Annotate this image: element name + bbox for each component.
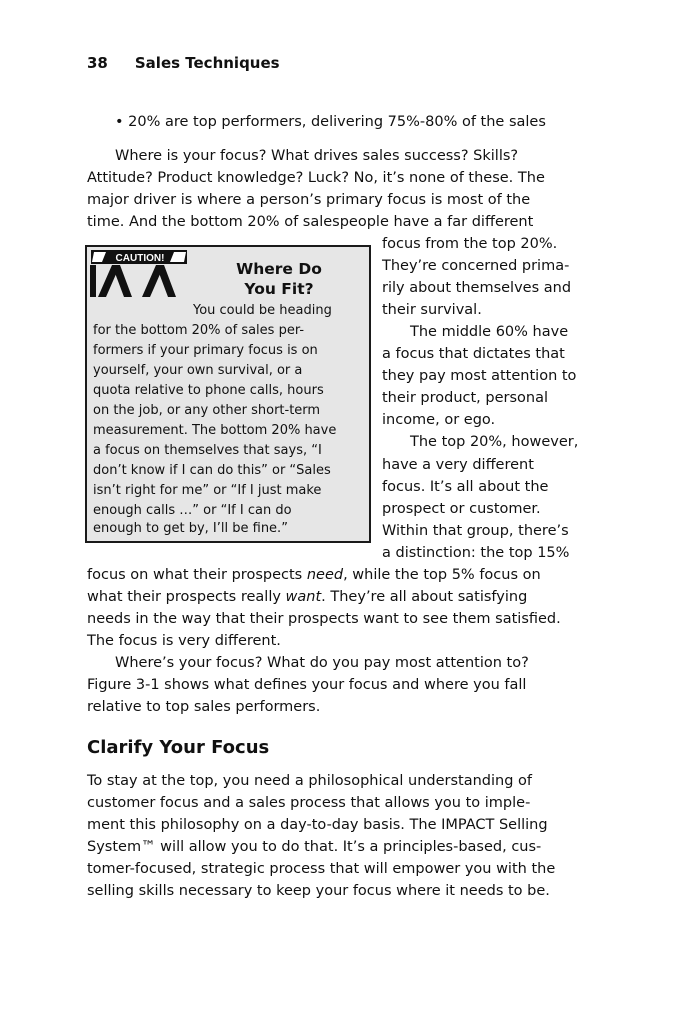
caution-text-line: isn’t right for me” or “If I just make (93, 483, 322, 498)
text-line (87, 564, 541, 586)
text-line (87, 586, 527, 608)
chapter-title: Sales Techniques (134, 54, 280, 72)
text-line: needs in the way that their prospects want to see them satisfied. (87, 611, 561, 627)
text-line: Figure 3-1 shows what defines your focus and where you fall (87, 677, 527, 693)
text-line: Where’s your focus? What do you pay most attention to? (115, 655, 529, 671)
text-line: Where is your focus? What drives sales success? Skills? (115, 148, 519, 164)
caution-text-line: measurement. The bottom 20% have (93, 423, 337, 438)
text-line: focus. It’s all about the (382, 479, 549, 495)
emphasis-want: want (285, 589, 322, 605)
emphasis-need: need (306, 567, 344, 583)
text-span: . They’re all about satisfying (321, 589, 528, 605)
caution-text-line: a focus on themselves that says, “I (93, 443, 322, 458)
text-line: tomer-focused, strategic process that will empower you with the (87, 861, 556, 877)
text-span: what their prospects really (87, 589, 286, 605)
caution-sidebar (85, 245, 371, 543)
text-span: , while the top 5% focus on (343, 567, 541, 583)
text-line: rily about themselves and (382, 280, 572, 296)
caution-text-line: don’t know if I can do this” or “Sales (93, 463, 331, 478)
caution-text-line: quota relative to phone calls, hours (93, 383, 324, 398)
caution-text-line: for the bottom 20% of sales per- (93, 323, 305, 338)
text-line: income, or ego. (382, 412, 496, 428)
text-line: have a very different (382, 457, 534, 473)
caution-icon (90, 249, 190, 299)
caution-text-line: enough calls …” or “If I can do (93, 503, 292, 518)
caution-badge-label: CAUTION! (115, 253, 165, 264)
text-line: a distinction: the top 15% (382, 545, 570, 561)
text-line: major driver is where a person’s primary focus is most of the (87, 192, 531, 208)
caution-text-line: on the job, or any other short-term (93, 403, 321, 418)
text-line: The middle 60% have (410, 324, 569, 340)
text-line: prospect or customer. (382, 501, 541, 517)
caution-text-line: You could be heading (193, 303, 332, 318)
caution-title-line: You Fit? (244, 280, 314, 298)
text-line: relative to top sales performers. (87, 699, 321, 715)
text-line: focus from the top 20%. (382, 236, 558, 252)
text-line: To stay at the top, you need a philosophical understanding of (87, 773, 533, 789)
caution-text-line: formers if your primary focus is on (93, 343, 318, 358)
text-line: System™ will allow you to do that. It’s a principles-based, cus- (87, 839, 542, 855)
text-line: time. And the bottom 20% of salespeople have a far different (87, 214, 534, 230)
caution-title-line: Where Do (236, 260, 322, 278)
text-line: Within that group, there’s (382, 523, 569, 539)
running-header (87, 54, 280, 72)
text-line: selling skills necessary to keep your focus where it needs to be. (87, 883, 550, 899)
caution-text-line: yourself, your own survival, or a (93, 363, 303, 378)
text-line: they pay most attention to (382, 368, 577, 384)
text-line: their survival. (382, 302, 482, 318)
caution-title (233, 259, 325, 299)
bullet-item: • 20% are top performers, delivering 75%-80% of the sales (115, 114, 546, 130)
text-line: They’re concerned prima- (382, 258, 570, 274)
text-line: The focus is very different. (87, 633, 281, 649)
caution-text-line: enough to get by, I’ll be fine.” (93, 521, 288, 536)
text-line: customer focus and a sales process that allows you to imple- (87, 795, 531, 811)
text-span: focus on what their prospects (87, 567, 307, 583)
text-line: a focus that dictates that (382, 346, 565, 362)
section-heading: Clarify Your Focus (87, 737, 270, 758)
text-line: The top 20%, however, (410, 434, 579, 450)
text-line: ment this philosophy on a day-to-day basis. The IMPACT Selling (87, 817, 548, 833)
page-number: 38 (87, 54, 108, 72)
text-line: their product, personal (382, 390, 548, 406)
text-line: Attitude? Product knowledge? Luck? No, it’s none of these. The (87, 170, 545, 186)
